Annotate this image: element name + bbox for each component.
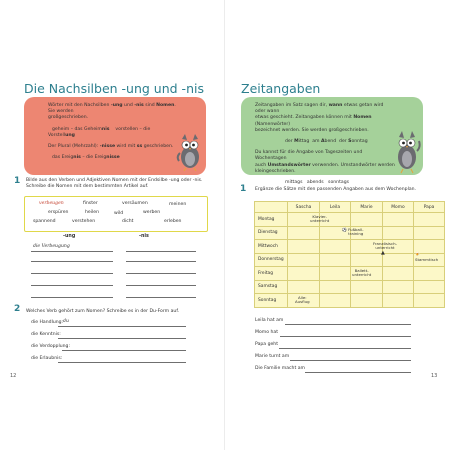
sentence-label: Papa geht (255, 342, 279, 347)
sentence-label: Leila hat am (255, 318, 284, 323)
sentence-label: Die Familie macht am (255, 366, 306, 371)
column-header: Momo (383, 202, 414, 213)
column-header: Sascha (288, 202, 320, 213)
write-line[interactable] (126, 251, 196, 252)
answer-example: die Verbeugung (33, 244, 70, 249)
day-label: Freitag (255, 267, 288, 281)
plan-note-stammtisch: Stammtisch (415, 256, 439, 262)
task-instruction: Ergänze die Sätze mit den passenden Angaben aus dem Wochenplan. (255, 187, 417, 192)
write-line[interactable] (58, 338, 186, 339)
column-heading-ung: -ung (63, 234, 76, 239)
write-line[interactable] (126, 261, 196, 262)
sentence-label: Momo hat (255, 330, 279, 335)
item-label: die Handlung: (31, 320, 64, 325)
write-line[interactable] (126, 297, 196, 298)
table-row (255, 294, 445, 308)
write-line[interactable] (285, 324, 411, 325)
page-title: Die Nachsilben -ung und -nis (24, 81, 204, 96)
item-label: die Verdopplung: (31, 344, 71, 349)
table-row (255, 213, 445, 227)
word-item: erspüren (48, 210, 69, 215)
word-item: finster (83, 201, 98, 206)
beer-mug-icon: 🍺 (415, 250, 420, 256)
day-label: Donnerstag (255, 253, 288, 267)
write-line[interactable] (31, 273, 113, 274)
column-header: Leila (320, 202, 351, 213)
write-line[interactable] (290, 360, 411, 361)
word-item: meinen (169, 202, 187, 207)
word-item: verstehen (72, 219, 96, 224)
write-line[interactable] (31, 251, 113, 252)
column-header: Papa (414, 202, 445, 213)
day-label: Sonntag (255, 294, 288, 308)
table-row (255, 253, 445, 267)
table-row (255, 280, 445, 294)
plan-note-fussball: Fußball- training (348, 226, 364, 236)
write-line[interactable] (279, 348, 411, 349)
eiffel-tower-icon: ▲ (381, 249, 385, 256)
column-header: Marie (351, 202, 383, 213)
write-line[interactable] (31, 285, 113, 286)
task-instruction: Bilde aus den Verben und Adjektiven Nomen mit der Endsilbe -ung oder -nis. Schreibe die Nomen mit dem bestimmten Artikel auf. (26, 178, 203, 189)
owl-mascot-icon (176, 131, 204, 171)
task-instruction: Welches Verb gehört zum Nomen? Schreibe es in der Du-Form auf. (26, 309, 180, 314)
word-item: werben (143, 210, 161, 215)
rule-text: Wörter mit den Nachsilben -ung und -nis sind Nomen. Sie werden großgeschrieben. geheim – das Geheimnis vorstellen – die Vorstellung Der Plural (Mehrzahl): -nisse wird mit ss geschrieben. das Ereignis – die Ereignisse (48, 103, 176, 161)
column-heading-nis: -nis (139, 234, 149, 239)
day-label: Montag (255, 213, 288, 227)
football-icon: ⚽ (342, 226, 347, 232)
page-title: Zeitangaben (241, 81, 321, 96)
task-number: 2 (14, 304, 21, 314)
day-label: Dienstag (255, 226, 288, 240)
write-line[interactable] (126, 273, 196, 274)
write-line[interactable] (31, 261, 113, 262)
item-label: die Erlaubnis: (31, 356, 63, 361)
word-item: verbeugen (39, 201, 64, 206)
table-row (255, 267, 445, 281)
word-item: heilen (85, 210, 100, 215)
rule-box (24, 97, 206, 175)
word-item: erleben (164, 219, 182, 224)
plan-note-ausflug: Alle: Ausflug (295, 295, 310, 305)
word-box (24, 196, 208, 232)
page-number: 12 (10, 373, 17, 379)
write-line[interactable] (305, 372, 411, 373)
day-label: Mittwoch (255, 240, 288, 254)
day-label: Samstag (255, 280, 288, 294)
sentence-label: Marie turnt am (255, 354, 290, 359)
plan-note-franz: Französisch- unterricht (373, 241, 397, 251)
write-line[interactable] (58, 362, 186, 363)
word-item: versäumen (122, 201, 148, 206)
plan-note-klavier: Klavier- unterricht (310, 214, 330, 224)
plan-note-ballett: Ballett- unterricht (352, 268, 372, 278)
rule-text: Zeitangaben im Satz sagen dir, wann etwas getan wird oder wann etwas geschieht. Zeitangaben können mit Nomen (Namenwörter) bezeichnet werden. Sie werden großgeschrieben. der Mittag am Abend der Sonntag Du kannst für die Angabe von Tageszeiten und Wochentagen auch Umstandswörter verwenden. Umstandwörter werden kleingeschrieben. mittags abends sonntags (255, 103, 395, 186)
task-number: 1 (14, 176, 21, 186)
table-row (255, 226, 445, 240)
write-line[interactable] (62, 350, 186, 351)
rule-box (241, 97, 423, 186)
item-label: die Kenntnis: (31, 332, 61, 337)
word-item: dicht (122, 219, 134, 224)
write-line[interactable] (31, 297, 113, 298)
table-corner (255, 202, 288, 213)
word-item: wild (114, 211, 124, 216)
write-line[interactable] (126, 285, 196, 286)
page-number: 13 (431, 373, 438, 379)
task-number: 1 (240, 184, 247, 194)
owl-mascot-icon (393, 127, 421, 175)
write-line[interactable] (280, 336, 411, 337)
word-item: spannend (33, 219, 56, 224)
write-line[interactable] (58, 326, 186, 327)
answer-example: du (63, 319, 69, 324)
week-plan-table (254, 201, 445, 308)
